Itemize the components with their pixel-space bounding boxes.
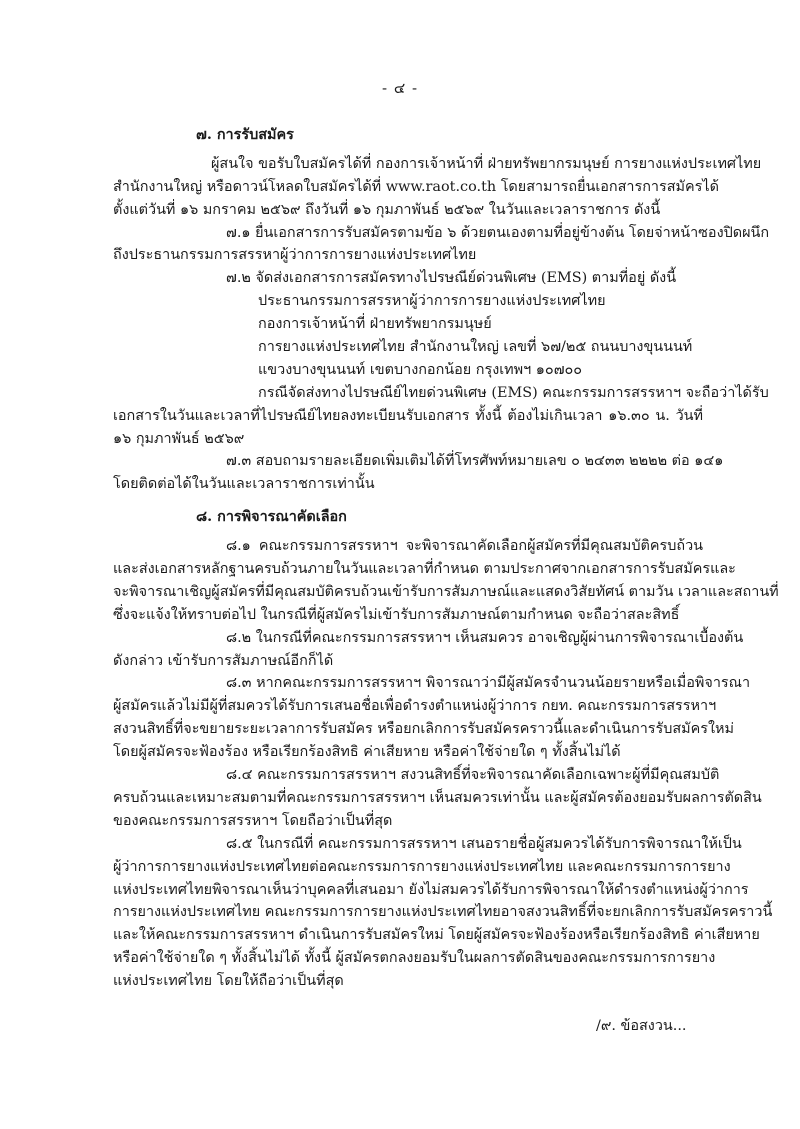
body-text-line: ๘.๑ คณะกรรมการสรรหาฯ จะพิจารณาคัดเลือกผู้สมัครที่มีคุณสมบัติครบถ้วน xyxy=(226,538,703,555)
body-text-line: กรณีจัดส่งทางไปรษณีย์ไทยด่วนพิเศษ (EMS) คณะกรรมการสรรหาฯ จะถือว่าได้รับ xyxy=(258,384,769,401)
body-text-line: สำนักงานใหญ่ หรือดาวน์โหลดใบสมัครได้ที่ www.raot.co.th โดยสามารถยื่นเอกสารการสมัครได้ xyxy=(113,178,719,195)
body-text-line: ๗.๒ จัดส่งเอกสารการสมัครทางไปรษณีย์ด่วนพิเศษ (EMS) ตามที่อยู่ ดังนี้ xyxy=(226,270,677,287)
body-text-line: โดยผู้สมัครจะฟ้องร้อง หรือเรียกร้องสิทธิ ค่าเสียหาย หรือค่าใช้จ่ายใด ๆ ทั้งสิ้นไม่ได้ xyxy=(113,744,621,761)
page-number: - ๔ - xyxy=(381,79,419,97)
body-text-line: แห่งประเทศไทย โดยให้ถือว่าเป็นที่สุด xyxy=(113,973,344,990)
body-text-line: เอกสารในวันและเวลาที่ไปรษณีย์ไทยลงทะเบียนรับเอกสาร ทั้งนี้ ต้องไม่เกินเวลา ๑๖.๓๐ น. วันที่ xyxy=(113,407,703,424)
section-heading: ๗. การรับสมัคร xyxy=(196,126,294,143)
body-text-line: ๗.๑ ยื่นเอกสารการรับสมัครตามข้อ ๖ ด้วยตนเองตามที่อยู่ข้างต้น โดยจ่าหน้าซองปิดผนึก xyxy=(226,224,770,241)
body-text-line: หรือค่าใช้จ่ายใด ๆ ทั้งสิ้นไม่ได้ ทั้งนี้ ผู้สมัครตกลงยอมรับในผลการตัดสินของคณะกรรมการการยาง xyxy=(113,950,716,967)
body-text-line: ครบถ้วนและเหมาะสมตามที่คณะกรรมการสรรหาฯ เห็นสมควรเท่านั้น และผู้สมัครต้องยอมรับผลการตัดสิน xyxy=(113,789,762,806)
continuation-note: /๙. ข้อสงวน... xyxy=(596,1018,687,1034)
body-text-line: ๘.๒ ในกรณีที่คณะกรรมการสรรหาฯ เห็นสมควร อาจเชิญผู้ผ่านการพิจารณาเบื้องต้น xyxy=(226,629,744,646)
body-text-line: ประธานกรรมการสรรหาผู้ว่าการการยางแห่งประเทศไทย xyxy=(258,293,606,310)
body-text-line: ๘.๔ คณะกรรมการสรรหาฯ สงวนสิทธิ์ที่จะพิจารณาคัดเลือกเฉพาะผู้ที่มีคุณสมบัติ xyxy=(226,767,720,784)
body-text-line: ตั้งแต่วันที่ ๑๖ มกราคม ๒๕๖๙ ถึงวันที่ ๑๖ กุมภาพันธ์ ๒๕๖๙ ในวันและเวลาราชการ ดังนี้ xyxy=(113,201,661,218)
section-gap xyxy=(113,496,703,506)
body-text-line: ผู้ว่าการการยางแห่งประเทศไทยต่อคณะกรรมการการยางแห่งประเทศไทย และคณะกรรมการการยาง xyxy=(113,858,731,875)
body-text-line: และให้คณะกรรมการสรรหาฯ ดำเนินการรับสมัครใหม่ โดยผู้สมัครจะฟ้องร้องหรือเรียกร้องสิทธิ ค่าเสียหาย xyxy=(113,927,760,944)
body-text-line: กองการเจ้าหน้าที่ ฝ่ายทรัพยากรมนุษย์ xyxy=(258,316,492,333)
document-body xyxy=(113,124,779,993)
body-text-line: ซึ่งจะแจ้งให้ทราบต่อไป ในกรณีที่ผู้สมัครไม่เข้ารับการสัมภาษณ์ตามกำหนด จะถือว่าสละสิทธิ์ xyxy=(113,606,680,623)
body-text-line: ดังกล่าว เข้ารับการสัมภาษณ์อีกก็ได้ xyxy=(113,652,334,669)
body-text-line: ๑๖ กุมภาพันธ์ ๒๕๖๙ xyxy=(113,430,245,447)
body-text-line: แขวงบางขุนนนท์ เขตบางกอกน้อย กรุงเทพฯ ๑๐๗๐๐ xyxy=(258,361,583,378)
body-text-line: ๗.๓ สอบถามรายละเอียดเพิ่มเติมได้ที่โทรศัพท์หมายเลข ๐ ๒๔๓๓ ๒๒๒๒ ต่อ ๑๔๑ xyxy=(226,453,724,470)
body-text-line: ๘.๓ หากคณะกรรมการสรรหาฯ พิจารณาว่ามีผู้สมัครจำนวนน้อยรายหรือเมื่อพิจารณา xyxy=(226,675,751,692)
body-text-line: ผู้สมัครแล้วไม่มีผู้ที่สมควรได้รับการเสนอชื่อเพื่อดำรงตำแหน่งผู้ว่าการ กยท. คณะกรรมการสรรหาฯ xyxy=(113,698,717,715)
body-text-line: ถึงประธานกรรมการสรรหาผู้ว่าการการยางแห่งประเทศไทย xyxy=(113,247,477,264)
body-text-line: และส่งเอกสารหลักฐานครบถ้วนภายในวันและเวลาที่กำหนด ตามประกาศจากเอกสารการรับสมัครและ xyxy=(113,561,736,578)
body-text-line: ผู้สนใจ ขอรับใบสมัครได้ที่ กองการเจ้าหน้าที่ ฝ่ายทรัพยากรมนุษย์ การยางแห่งประเทศไทย xyxy=(211,155,762,172)
body-text-line: โดยติดต่อได้ในวันและเวลาราชการเท่านั้น xyxy=(113,476,375,493)
body-text-line: สงวนสิทธิ์ที่จะขยายระยะเวลาการรับสมัคร หรือยกเลิกการรับสมัครคราวนี้และดำเนินการรับสมัครใหม่ xyxy=(113,721,734,738)
body-text-line: ๘.๕ ในกรณีที่ คณะกรรมการสรรหาฯ เสนอรายชื่อผู้สมควรได้รับการพิจารณาให้เป็น xyxy=(226,835,742,852)
body-text-line: แห่งประเทศไทยพิจารณาเห็นว่าบุคคลที่เสนอมา ยังไม่สมควรได้รับการพิจารณาให้ดำรงตำแหน่งผู้ว่าการ xyxy=(113,881,749,898)
body-text-line: ของคณะกรรมการสรรหาฯ โดยถือว่าเป็นที่สุด xyxy=(113,812,393,829)
body-text-line: การยางแห่งประเทศไทย คณะกรรมการการยางแห่งประเทศไทยอาจสงวนสิทธิ์ที่จะยกเลิกการรับสมัครคราวนี้ xyxy=(113,904,773,921)
section-heading: ๘. การพิจารณาคัดเลือก xyxy=(196,508,347,526)
body-text-line: จะพิจารณาเชิญผู้สมัครที่มีคุณสมบัติครบถ้วนเข้ารับการสัมภาษณ์และแสดงวิสัยทัศน์ ตามวัน เวลาและสถานที่ xyxy=(113,583,779,600)
body-text-line: การยางแห่งประเทศไทย สำนักงานใหญ่ เลขที่ ๖๗/๒๕ ถนนบางขุนนนท์ xyxy=(258,339,693,356)
